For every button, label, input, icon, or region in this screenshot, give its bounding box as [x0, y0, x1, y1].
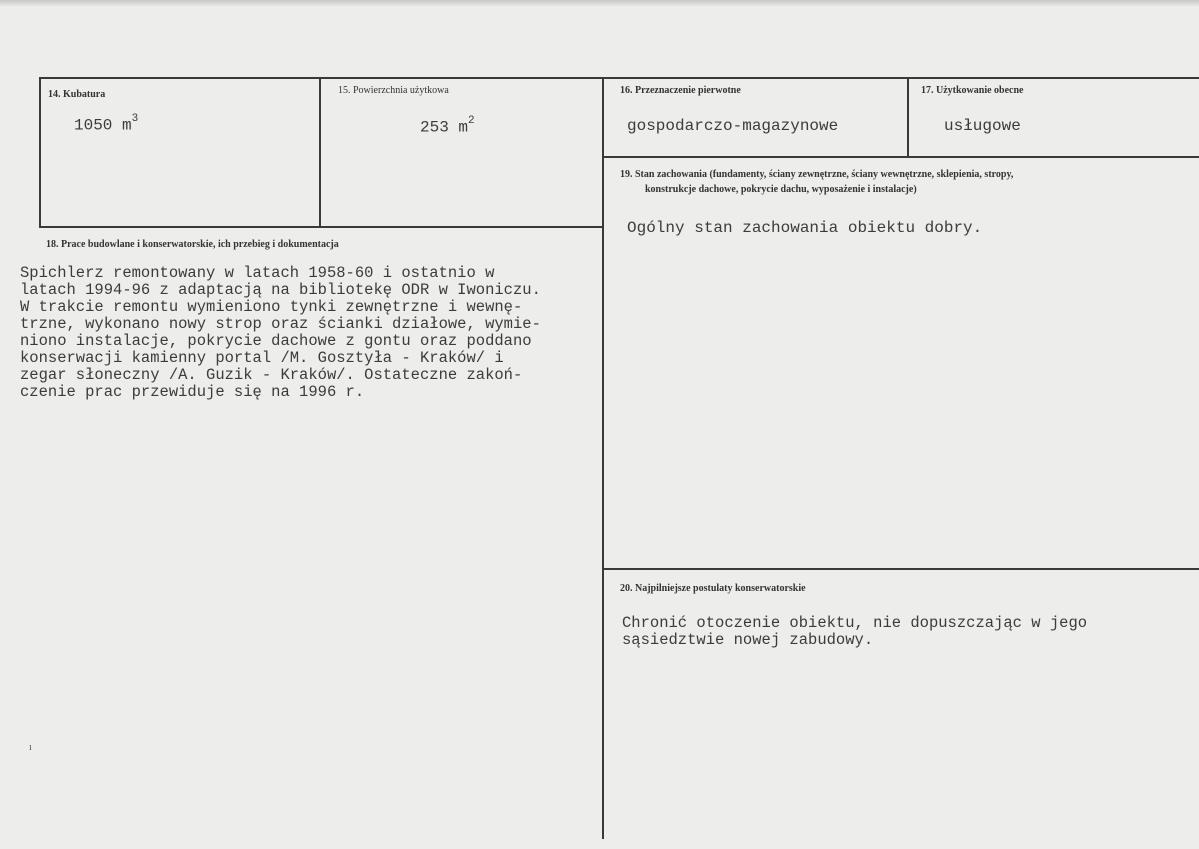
prace-line: konserwacji kamienny portal /M. Gosztyła - Kraków/ i	[20, 349, 504, 367]
stan-label-line1: 19. Stan zachowania (fundamenty, ściany zewnętrzne, ściany wewnętrzne, sklepienia, stropy,	[620, 169, 1014, 180]
divider-15-16	[602, 77, 604, 839]
divider-16-17	[907, 77, 909, 157]
uzytkowanie-value: usługowe	[944, 117, 1021, 135]
form-top-border	[39, 77, 1199, 79]
prace-line: Spichlerz remontowany w latach 1958-60 i ostatnio w	[20, 264, 495, 282]
prace-line: zegar słoneczny /A. Guzik - Kraków/. Ostateczne zakoń-	[20, 366, 523, 384]
kubatura-label: 14. Kubatura	[48, 89, 106, 100]
divider-row1-left	[39, 226, 604, 228]
postulaty-label: 20. Najpilniejsze postulaty konserwatorskie	[620, 583, 806, 594]
postulaty-line: sąsiedztwie nowej zabudowy.	[622, 631, 874, 649]
przeznaczenie-label: 16. Przeznaczenie pierwotne	[620, 85, 741, 96]
kubatura-exponent: 3	[131, 113, 139, 125]
powierzchnia-number: 253 m	[420, 118, 469, 137]
paper-top-edge	[0, 0, 1199, 6]
powierzchnia-exponent: 2	[468, 115, 475, 127]
prace-line: czenie prac przewiduje się na 1996 r.	[20, 383, 365, 401]
prace-line: latach 1994-96 z adaptacją na bibliotekę ODR w Iwoniczu.	[20, 281, 541, 299]
prace-line: niono instalacje, pokrycie dachowe z gontu oraz poddano	[20, 332, 532, 350]
postulaty-line: Chronić otoczenie obiektu, nie dopuszczając w jego	[622, 614, 1088, 632]
stan-value: Ogólny stan zachowania obiektu dobry.	[627, 219, 983, 237]
prace-label: 18. Prace budowlane i konserwatorskie, ich przebieg i dokumentacja	[46, 239, 339, 250]
prace-line: W trakcie remontu wymieniono tynki zewnętrzne i wewnę-	[20, 298, 523, 316]
divider-row1-right	[602, 156, 1199, 158]
powierzchnia-label: 15. Powierzchnia użytkowa	[338, 85, 449, 96]
uzytkowanie-label: 17. Użytkowanie obecne	[921, 85, 1024, 96]
powierzchnia-value	[420, 117, 475, 136]
margin-mark: ı	[29, 742, 32, 753]
prace-line: trzne, wykonano nowy strop oraz ścianki działowe, wymie-	[20, 315, 541, 333]
divider-14-15	[319, 77, 321, 227]
kubatura-number: 1050 m	[74, 116, 132, 135]
kubatura-value	[74, 115, 138, 134]
divider-19-20	[602, 568, 1199, 570]
przeznaczenie-value: gospodarczo-magazynowe	[627, 117, 839, 135]
form-left-border	[39, 77, 41, 227]
stan-label-line2: konstrukcje dachowe, pokrycie dachu, wyposażenie i instalacje)	[645, 184, 917, 195]
